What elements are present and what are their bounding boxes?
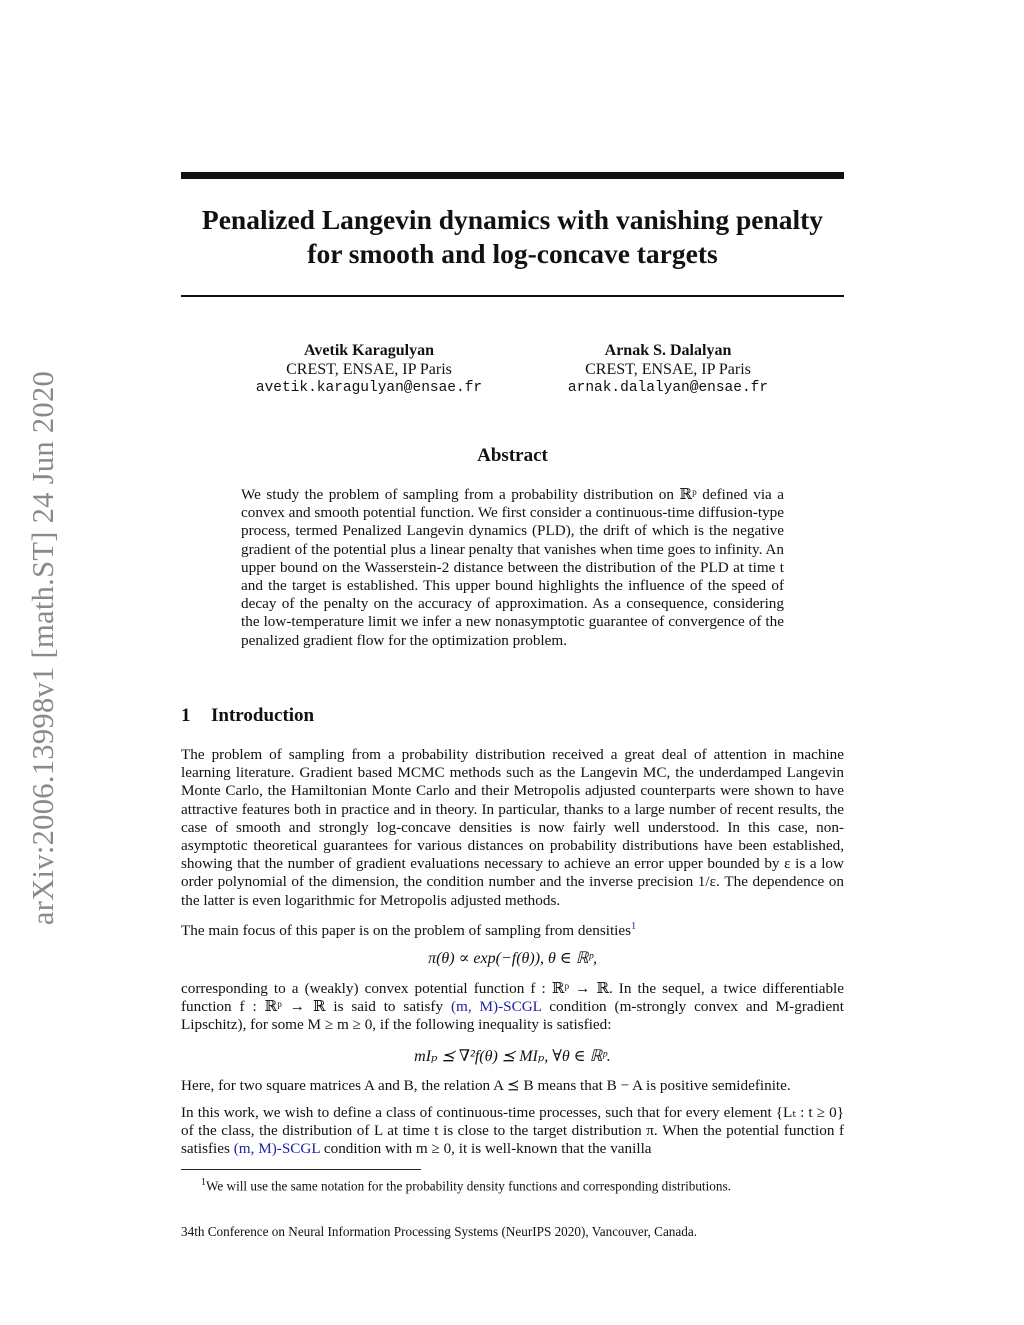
arxiv-id-stamp: arXiv:2006.13998v1 [math.ST] 24 Jun 2020: [26, 370, 60, 926]
paragraph-text: corresponding to a (weakly) convex potential function f : ℝᵖ → ℝ. In the sequel, a twice differentiable function f : ℝᵖ → ℝ is said to satisfy: [181, 980, 844, 1016]
title-bottom-rule: [181, 295, 844, 297]
title-top-rule: [181, 172, 844, 179]
venue-line: 34th Conference on Neural Information Processing Systems (NeurIPS 2020), Vancouver, Canada.: [181, 1224, 697, 1239]
footnote-rule: [181, 1169, 421, 1170]
scgl-link[interactable]: (m, M)-SCGL: [233, 1140, 321, 1158]
paragraph-text: condition (m-strongly convex and M-gradient Lipschitz), for some M ≥ m ≥ 0, if the following inequality is satisfied:: [181, 998, 845, 1034]
intro-paragraph-2: [181, 918, 844, 940]
author-email[interactable]: arnak.dalalyan@ensae.fr: [567, 380, 769, 396]
footnote-mark: 1: [201, 1177, 206, 1188]
title-line-1: Penalized Langevin dynamics with vanishing penalty: [201, 204, 824, 235]
scgl-link[interactable]: (m, M)-SCGL: [450, 998, 542, 1016]
arxiv-sidebar: [28, 342, 58, 954]
author-email[interactable]: avetik.karagulyan@ensae.fr: [255, 380, 483, 396]
author-name: Avetik Karagulyan: [304, 342, 434, 359]
intro-paragraph-3: [181, 980, 844, 1035]
footnote: [181, 1175, 844, 1194]
abstract-heading: Abstract: [477, 445, 548, 466]
paragraph-text: The main focus of this paper is on the problem of sampling from densities: [181, 922, 632, 940]
intro-paragraph-4: Here, for two square matrices A and B, the relation A ⪯ B means that B − A is positive semidefinite.: [181, 1077, 791, 1094]
author-affiliation: CREST, ENSAE, IP Paris: [585, 360, 751, 378]
paragraph-text: condition with m ≥ 0, it is well-known that the vanilla: [320, 1140, 652, 1158]
equation-density: π(θ) ∝ exp(−f(θ)), θ ∈ ℝᵖ,: [428, 950, 597, 967]
footnote-ref[interactable]: 1: [631, 921, 637, 932]
abstract-text: We study the problem of sampling from a probability distribution on ℝᵖ defined via a convex and smooth potential function. We first consider a continuous-time diffusion-type process, termed Penalized Langevin dynamics (PLD), the drift of which is the negative gradient of the potential plus a linear penalty that vanishes when time goes to infinity. An upper bound on the Wasserstein-2 distance between the distribution of the PLD at time t and the target is established. This upper bound highlights the influence of the speed of decay of the penalty on the accuracy of approximation. As a consequence, considering the low-temperature limit we infer a new nonasymptotic guarantee of convergence of the penalized gradient flow for the optimization problem.: [241, 486, 784, 649]
author-name: Arnak S. Dalalyan: [604, 342, 732, 359]
intro-paragraph-1: The problem of sampling from a probability distribution received a great deal of attention in machine learning literature. Gradient based MCMC methods such as the Langevin MC, the underdamped Langevin Monte Carlo, the Hamiltonian Monte Carlo and their Metropolis adjusted counterparts were shown to have attractive features both in practice and in theory. In particular, thanks to a large number of recent results, the case of smooth and strongly log-concave densities is now fairly well understood. In this case, non-asymptotic theoretical guarantees for various distances on probability distributions have been established, showing that the number of gradient evaluations necessary to achieve an error upper bounded by ε is a low order polynomial of the dimension, the condition number and the inverse precision 1/ε. The dependence on the latter is even logarithmic for Metropolis adjusted methods.: [181, 746, 844, 909]
author-block-2: [518, 342, 818, 398]
section-title: Introduction: [211, 705, 315, 726]
author-block-1: [219, 342, 519, 398]
intro-paragraph-5: [181, 1104, 844, 1159]
section-number: 1: [181, 705, 191, 726]
footnote-text: We will use the same notation for the probability density functions and corresponding distributions.: [206, 1178, 731, 1194]
paragraph-text: In this work, we wish to define a class of continuous-time processes, such that for every element {Lₜ : t ≥ 0} of the class, the distribution of L at time t is close to the target distribution π. When the potential function f satisfies: [181, 1104, 844, 1158]
author-affiliation: CREST, ENSAE, IP Paris: [286, 360, 452, 378]
equation-scgl: mIₚ ⪯ ∇²f(θ) ⪯ MIₚ, ∀θ ∈ ℝᵖ.: [414, 1048, 611, 1065]
section-heading: [181, 705, 314, 727]
title-line-2: for smooth and log-concave targets: [307, 238, 718, 269]
paper-title: [181, 203, 844, 271]
